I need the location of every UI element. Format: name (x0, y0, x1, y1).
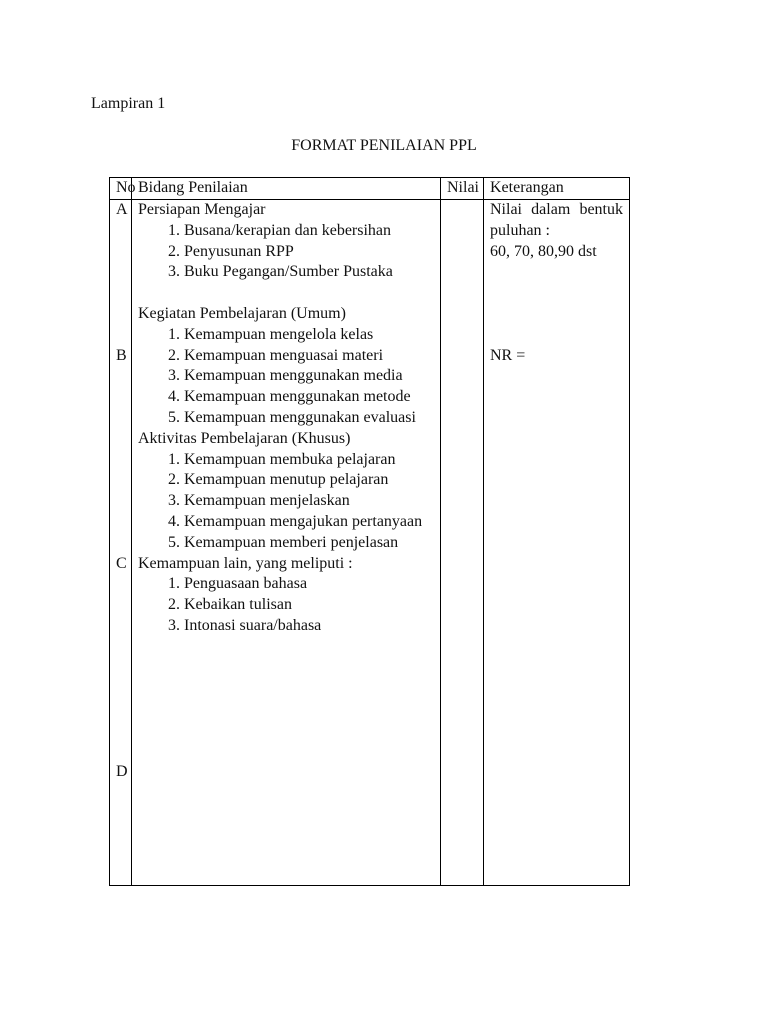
section-a-list (138, 221, 434, 283)
section-b-title: Kegiatan Pembelajaran (Umum) (138, 304, 346, 322)
header-no: No (110, 178, 132, 200)
list-item: 1. Kemampuan mengelola kelas (184, 325, 434, 346)
bidang-column (132, 200, 441, 886)
list-item: 5. Kemampuan menggunakan evaluasi (184, 408, 434, 429)
lampiran-label: Lampiran 1 (91, 95, 166, 112)
keterangan-nr: NR = (490, 346, 526, 364)
header-nilai: Nilai (441, 178, 484, 200)
letter-d: D (116, 762, 128, 780)
letter-c: C (116, 554, 127, 572)
list-item: 3. Kemampuan menjelaskan (184, 491, 434, 512)
section-d-list (138, 574, 434, 636)
assessment-table (109, 177, 630, 886)
list-item: 1. Busana/kerapian dan kebersihan (184, 221, 434, 242)
letter-b: B (116, 346, 127, 364)
section-c-title: Aktivitas Pembelajaran (Khusus) (138, 429, 351, 447)
list-item: 1. Kemampuan membuka pelajaran (184, 450, 434, 471)
list-item: 3. Kemampuan menggunakan media (184, 366, 434, 387)
header-bidang: Bidang Penilaian (132, 178, 441, 200)
section-a-title: Persiapan Mengajar (138, 201, 266, 218)
keterangan-range: 60, 70, 80,90 dst (490, 242, 597, 260)
table-body-row (110, 200, 630, 886)
list-item: 2. Penyusunan RPP (184, 242, 434, 263)
list-item: 4. Kemampuan menggunakan metode (184, 387, 434, 408)
keterangan-note: Nilai dalam bentuk puluhan : (490, 201, 623, 239)
no-column (110, 200, 132, 886)
section-c-list (138, 450, 434, 554)
page-title: FORMAT PENILAIAN PPL (291, 137, 477, 154)
letter-a: A (116, 201, 128, 218)
list-item: 3. Buku Pegangan/Sumber Pustaka (184, 262, 434, 283)
table-header-row (110, 178, 630, 200)
list-item: 1. Penguasaan bahasa (184, 574, 434, 595)
list-item: 2. Kemampuan menguasai materi (184, 346, 434, 367)
section-d-title: Kemampuan lain, yang meliputi : (138, 554, 353, 572)
list-item: 2. Kemampuan menutup pelajaran (184, 470, 434, 491)
list-item: 3. Intonasi suara/bahasa (184, 616, 434, 637)
header-keterangan: Keterangan (484, 178, 630, 200)
list-item: 2. Kebaikan tulisan (184, 595, 434, 616)
list-item: 4. Kemampuan mengajukan pertanyaan (184, 512, 434, 533)
keterangan-column (484, 200, 630, 886)
section-b-list (138, 325, 434, 429)
list-item: 5. Kemampuan memberi penjelasan (184, 533, 434, 554)
nilai-column (441, 200, 484, 886)
